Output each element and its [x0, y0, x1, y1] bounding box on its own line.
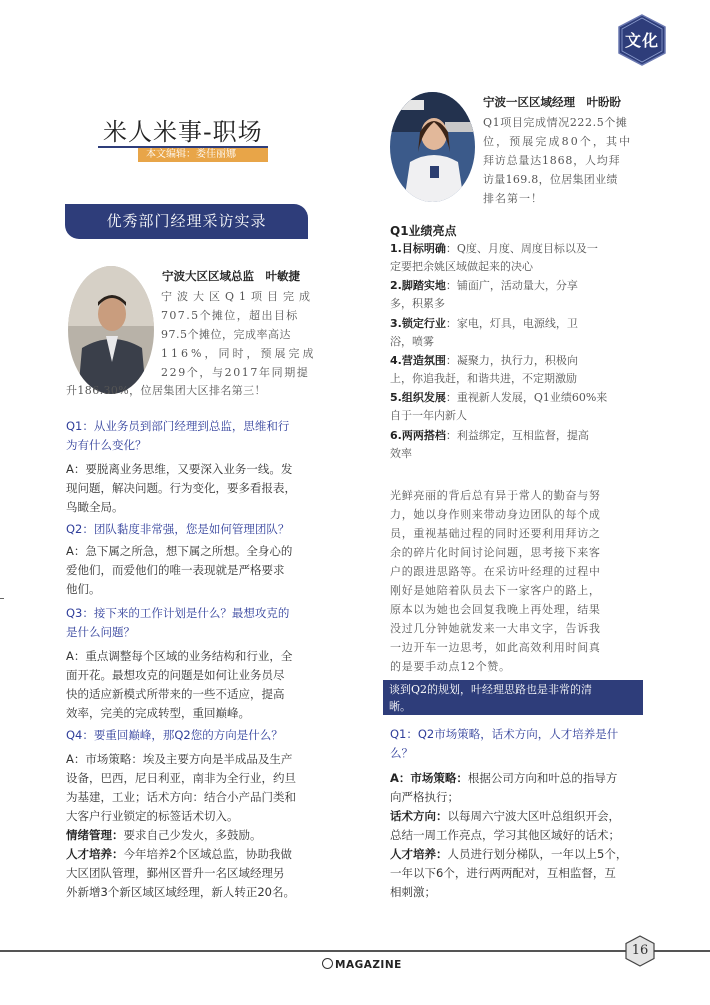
answer: A：要脱离业务思维，又要深入业务一线。发 现问题，解决问题。行为变化，要多看报表， 鸟瞰全局。	[66, 462, 296, 514]
globe-icon	[322, 958, 333, 969]
story-line: 员，重视基础过程的同时还要利用拜访之	[390, 527, 601, 540]
answer: A：市场策略：埃及主要方向是半成品及生产 设备，巴西，尼日利亚，南非为全行业，约旦 为基建，工业；话术方向：结合小产品门类和 大客户行业锁定的标签话术切入。 情绪管理：要求自己少发火，多鼓励。 人才培养：今年培养2个区域总监，协助我做 大区团队管理，鄞州区晋升一名区域经理另 外新增3个新区域区域经理，新人转正20名。	[66, 752, 296, 899]
highlights-title: Q1业绩亮点	[390, 224, 457, 238]
profile-text-line: 排名第一！	[483, 192, 543, 205]
profile-text-line: 229个，与2017年同期提	[161, 366, 310, 379]
profile-text-line: 拜访总量达1868，人均拜	[483, 154, 621, 167]
highlight-item: 3.锁定行业：家电，灯具，电源线，卫 浴，喷雾	[390, 317, 578, 348]
footer-divider	[0, 950, 710, 952]
profile-name: 宁波大区区域总监 叶敏捷	[162, 269, 300, 283]
answer: A：急下属之所急，想下属之所想。全身心的 爱他们，而爱他们的唯一表现就是严格要求 他们。	[66, 544, 293, 596]
section-badge	[617, 14, 667, 66]
profile-name: 宁波一区区域经理 叶盼盼	[483, 95, 621, 109]
profile-text-line: 宁波大区Q1项目完成	[161, 290, 316, 303]
story-line: 的是要手动点12个赞。	[390, 660, 511, 673]
profile-text-line: Q1项目完成情况222.5个摊	[483, 116, 628, 129]
highlight-item: 4.营造氛围：凝聚力，执行力，积极向 上，你追我赶，和谐共进，不定期激励	[390, 354, 578, 385]
highlight-item: 6.两两搭档：利益绑定，互相监督，提高 效率	[390, 429, 589, 460]
footer-logo: MAGAZINE	[322, 958, 402, 971]
question: Q3：接下来的工作计划是什么？最想攻克的 是什么问题？	[66, 606, 290, 639]
question: Q1：Q2市场策略，话术方向，人才培养是什 么？	[390, 727, 619, 760]
callout-box: 谈到Q2的规划，叶经理思路也是非常的清 晰。	[383, 680, 643, 715]
story-line: 原本以为她也会回复我晚上再处理，结果	[390, 603, 601, 616]
section-badge-label: 文化	[624, 31, 659, 50]
highlight-item: 2.脚踏实地：铺面广，活动量大，分享 多，积累多	[390, 279, 578, 310]
answer: A：市场策略：根据公司方向和叶总的指导方 向严格执行； 话术方向：以每周六宁波大区叶总组织开会， 总结一周工作亮点，学习其他区域好的话术； 人才培养：人员进行划分梯队，一年以上5个， 一年以下6个，进行两两配对，互相监督，互 相刺激；	[390, 771, 628, 899]
page-title: 米人米事-职场	[103, 118, 263, 146]
story-line: 户的跟进思路等。在采访叶经理的过程中	[390, 565, 601, 578]
editor-credit-bar	[98, 148, 268, 162]
story-line: 余的碎片化时间讨论问题，思考接下来客	[390, 546, 601, 559]
highlight-item: 5.组织发展：重视新人发展，Q1业绩60%来 自于一年内新人	[390, 391, 608, 422]
profile-text-line: 116%，同时，预展完成	[161, 347, 317, 360]
profile-text-line: 升186.30%，位居集团大区排名第三！	[66, 384, 266, 397]
story-line: 刚好是她陪着队员去下一家客户的路上，	[390, 584, 601, 597]
question: Q1：从业务员到部门经理到总监，思维和行 为有什么变化？	[66, 419, 290, 452]
profile-text-line: 访量169.8，位居集团业绩	[483, 173, 618, 186]
question: Q4：要重回巅峰，那Q2您的方向是什么？	[66, 728, 283, 742]
question: Q2：团队黏度非常强，您是如何管理团队？	[66, 522, 290, 536]
editor-credit: 本文编辑：娄佳丽娜	[138, 148, 268, 162]
story-line: 没过几分钟她就发来一大串文字，告诉我	[390, 622, 601, 635]
section-banner: 优秀部门经理采访实录	[65, 204, 308, 239]
answer: A：重点调整每个区域的业务结构和行业，全 面开花。最想攻克的问题是如何让业务员尽 快的适应新模式所带来的一些不适应，提高 效率，完美的完成转型，重回巅峰。	[66, 649, 293, 720]
story-line: 光鲜亮丽的背后总有异于常人的勤奋与努	[390, 489, 601, 502]
page-number: 16	[624, 935, 656, 967]
profile-text-line: 97.5个摊位，完成率高达	[161, 328, 291, 341]
avatar	[390, 92, 475, 202]
story-line: 力，她以身作则来带动身边团队的每个成	[390, 508, 601, 521]
avatar	[68, 266, 154, 394]
story-line: 一边开车一边思考，如此高效利用时间真	[390, 641, 601, 654]
profile-text-line: 707.5个摊位，超出目标	[161, 309, 299, 322]
profile-text-line: 位，预展完成80个，其中	[483, 135, 633, 148]
margin-mark	[0, 598, 4, 599]
highlight-item: 1.目标明确：Q度、月度、周度目标以及一 定要把余姚区域做起来的决心	[390, 242, 598, 273]
